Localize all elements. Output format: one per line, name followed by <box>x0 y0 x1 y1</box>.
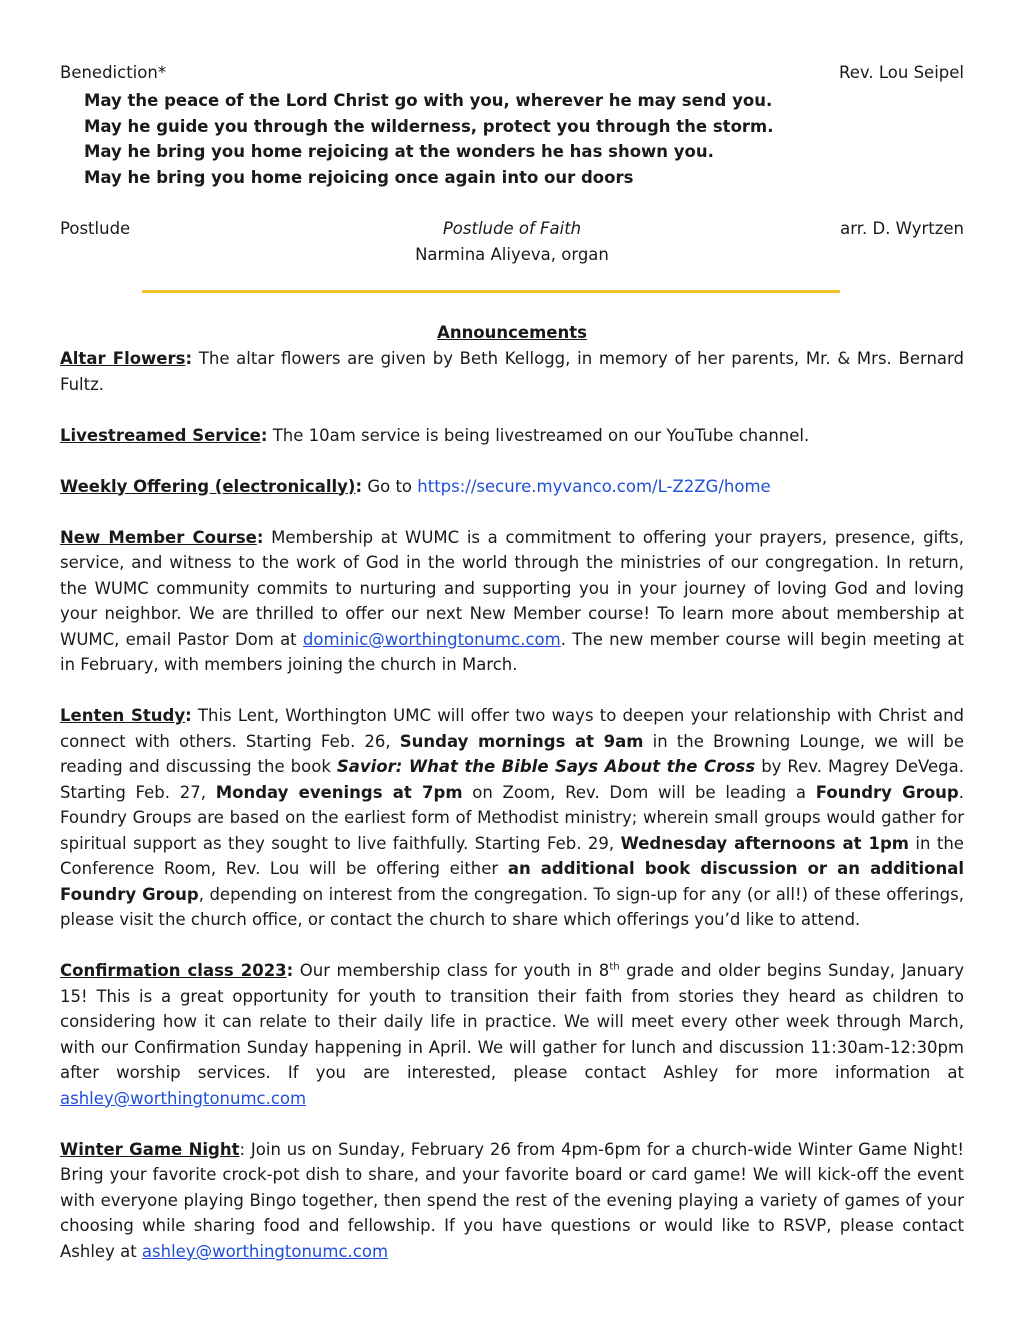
postlude-block <box>60 216 964 268</box>
announcement-text: Go to <box>367 476 413 496</box>
announcement-text: Membership at WUMC is a commitment to offering your prayers, presence, gifts, service, and witness to the work of God in the world through the ministries of our congregation. In return, the WUMC community commits to nurturing and supporting you in your journey of loving God and loving your neighbor. We are thrilled to offer our next New Member course! To learn more about membership at WUMC, email Pastor Dom at <box>60 527 965 649</box>
announcement-new-member: New Member Course: Membership at WUMC is a commitment to offering your prayers, presence, gifts, service, and witness to the work of God in the world through the ministries of our congregation. In return, the WUMC community commits to nurturing and supporting you in your journey of loving God and loving your neighbor. We are thrilled to offer our next New Member course! To learn more about membership at WUMC, email Pastor Dom at dominic@worthingtonumc.com. The new member course will begin meeting at in February, with members joining the church in March. <box>60 527 965 674</box>
announcement-text: The 10am service is being livestreamed on our YouTube channel. <box>272 425 810 445</box>
announcement-text: , depending on interest from the congregation. To sign-up for any (or all!) of these offerings, please visit the church office, or contact the church to share which offerings you’d like to attend. <box>60 884 964 929</box>
announcement-text: This Lent, Worthington UMC will offer two ways to deepen your relationship with Christ and connect with others. Starting Feb. 26, <box>60 706 964 751</box>
section-divider <box>142 290 840 293</box>
announcement-label: Livestreamed Service <box>60 425 261 445</box>
announcement-text: . The new member course will begin meeting at in February, with members joining the church in March. <box>60 629 964 674</box>
announcement-text: Our membership class for youth in 8 <box>299 961 610 980</box>
announcement-text: grade and older begins Sunday, January 15! This is a great opportunity for youth to transition their faith from stories they heard as children to considering how it can relate to their daily life in practice. We will meet every other week through March, with our Confirmation Sunday happening in April. We will gather for lunch and discussion 11:30am-12:30pm after worship services. If you are interested, please contact Ashley for more information at <box>60 961 965 1082</box>
announcement-text: Join us on Sunday, February 26 from 4pm-6pm for a church-wide Winter Game Night! Bring your favorite crock-pot dish to share, and your favorite board or card game! We will kick-off the event with everyone playing Bingo together, then spend the rest of the evening playing a variety of games of your choosing while sharing food and fellowship. If you have questions or would like to RSVP, please contact Ashley at <box>60 1139 964 1261</box>
announcement-label: Winter Game Night <box>60 1139 240 1159</box>
announcement-text: in the Browning Lounge, we will be reading and discussing the book <box>60 731 965 776</box>
announcement-text: The altar flowers are given by Beth Kellogg, in memory of her parents, Mr. & Mrs. Bernard Fultz. <box>60 349 964 394</box>
benediction-line: May he guide you through the wilderness, protect you through the storm. <box>84 116 774 136</box>
announcement-text: by Rev. Magrey DeVega. Starting Feb. 27, <box>60 757 965 802</box>
announcement-text: in the Conference Room, Rev. Lou will be offering either <box>60 833 964 878</box>
announcement-text: on Zoom, Rev. Dom will be leading a <box>472 782 807 802</box>
announcement-confirmation: Confirmation class 2023: Our membership class for youth in 8th grade and older begins Sunday, January 15! This is a great opportunity for youth to transition their faith from stories they heard as children to considering how it can relate to their daily life in practice. We will meet every other week through March, with our Confirmation Sunday happening in April. We will gather for lunch and discussion 11:30am-12:30pm after worship services. If you are interested, please contact Ashley for more information at ashley@worthingtonumc.com <box>60 961 965 1108</box>
offering-link[interactable]: https://secure.myvanco.com/L-Z2ZG/home <box>417 476 771 496</box>
book-title: Savior: What the Bible Says About the Cross <box>336 757 756 776</box>
emphasis-text: Foundry Group <box>815 782 959 802</box>
postlude-row <box>60 216 964 242</box>
announcement-weekly-offering: Weekly Offering (electronically): Go to https://secure.myvanco.com/L-Z2ZG/home <box>60 476 771 496</box>
postlude-performer: Narmina Aliyeva, organ <box>415 245 609 264</box>
emphasis-text: an additional book discussion or an additional Foundry Group <box>60 859 964 904</box>
ordinal-suffix: th <box>609 961 620 973</box>
postlude-arranger: arr. D. Wyrtzen <box>840 219 964 238</box>
announcement-label: Lenten Study <box>60 706 186 725</box>
benediction-line: May he bring you home rejoicing once again into our doors <box>84 167 634 187</box>
benediction-line: May he bring you home rejoicing at the wonders he has shown you. <box>84 142 714 161</box>
emphasis-text: Sunday mornings at 9am <box>399 731 644 751</box>
benediction-row <box>60 60 964 86</box>
email-link[interactable]: dominic@worthingtonumc.com <box>302 629 561 649</box>
announcement-livestream: Livestreamed Service: The 10am service is being livestreamed on our YouTube channel. <box>60 425 810 445</box>
postlude-performer-row <box>60 242 964 268</box>
benediction-leader: Rev. Lou Seipel <box>839 63 964 82</box>
benediction-label: Benediction* <box>60 63 167 82</box>
announcement-game-night: Winter Game Night: Join us on Sunday, February 26 from 4pm-6pm for a church-wide Winter Game Night! Bring your favorite crock-pot dish to share, and your favorite board or card game! We will kick-off the event with everyone playing Bingo together, then spend the rest of the evening playing a variety of games of your choosing while sharing food and fellowship. If you have questions or would like to RSVP, please contact Ashley at ashley@worthingtonumc.com <box>60 1139 964 1261</box>
announcement-lenten-study: Lenten Study: This Lent, Worthington UMC will offer two ways to deepen your relationship with Christ and connect with others. Starting Feb. 26, Sunday mornings at 9am in the Browning Lounge, we will be reading and discussing the book Savior: What the Bible Says About the Cross by Rev. Magrey DeVega. Starting Feb. 27, Monday evenings at 7pm on Zoom, Rev. Dom will be leading a Foundry Group. Foundry Groups are based on the earliest form of Methodist ministry; wherein small groups would gather for spiritual support as they sought to live faithfully. Starting Feb. 29, Wednesday afternoons at 1pm in the Conference Room, Rev. Lou will be offering either an additional book discussion or an additional Foundry Group, depending on interest from the congregation. To sign-up for any (or all!) of these offerings, please visit the church office, or contact the church to share which offerings you’d like to attend. <box>60 706 965 929</box>
announcement-label: Altar Flowers <box>60 349 186 368</box>
bulletin-page <box>60 60 964 1264</box>
announcement-label: Confirmation class 2023 <box>60 961 287 980</box>
email-link[interactable]: ashley@worthingtonumc.com <box>60 1088 307 1108</box>
announcements-heading: Announcements <box>437 323 587 342</box>
announcement-altar-flowers: Altar Flowers: The altar flowers are given by Beth Kellogg, in memory of her parents, Mr. & Mrs. Bernard Fultz. <box>60 349 964 394</box>
postlude-title: Postlude of Faith <box>442 219 582 238</box>
announcement-text: . Foundry Groups are based on the earliest form of Methodist ministry; wherein small groups would gather for spiritual support as they sought to live faithfully. Starting Feb. 29, <box>60 782 964 853</box>
emphasis-text: Wednesday afternoons at 1pm <box>620 833 909 853</box>
benediction-text <box>60 88 964 190</box>
announcement-label: New Member Course <box>60 527 257 547</box>
postlude-label: Postlude <box>60 219 131 238</box>
emphasis-text: Monday evenings at 7pm <box>215 782 463 802</box>
benediction-line: May the peace of the Lord Christ go with you, wherever he may send you. <box>84 91 773 110</box>
announcement-label: Weekly Offering (electronically) <box>60 476 356 496</box>
email-link[interactable]: ashley@worthingtonumc.com <box>141 1241 389 1261</box>
